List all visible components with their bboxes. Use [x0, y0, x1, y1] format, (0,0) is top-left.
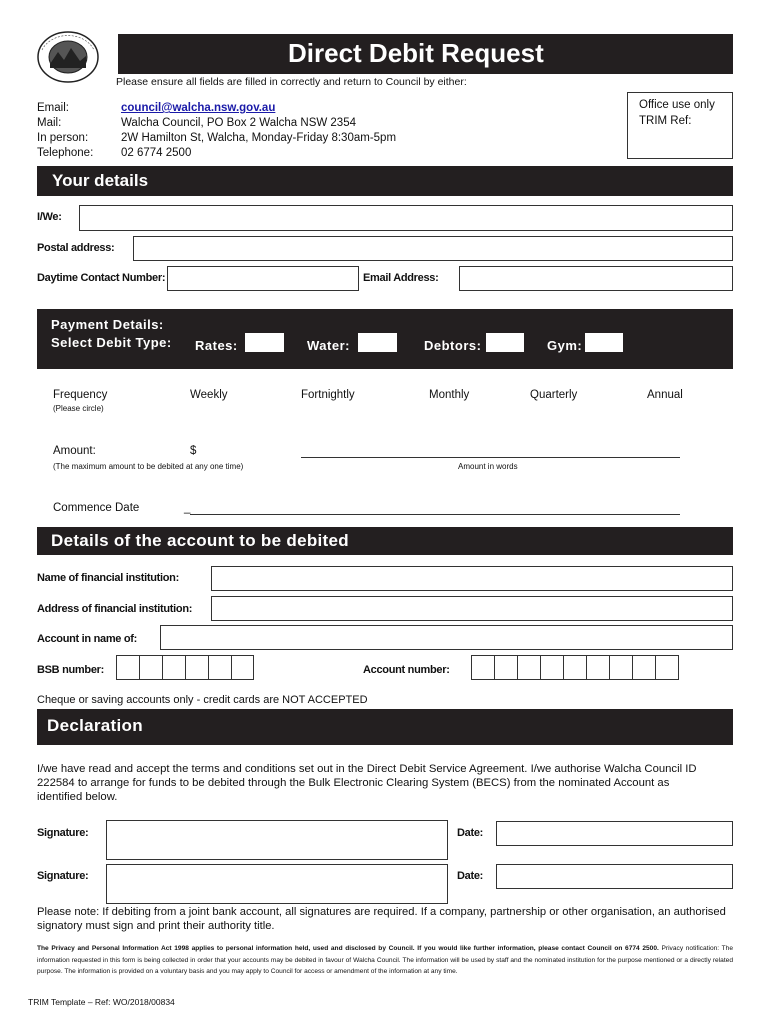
debtors-checkbox[interactable]: [486, 333, 524, 352]
iwe-input[interactable]: [79, 205, 733, 231]
trim-template-ref: TRIM Template – Ref: WO/2018/00834: [28, 997, 175, 1007]
date-1-input[interactable]: [496, 821, 733, 846]
privacy-notice-bold: The Privacy and Personal Information Act 1998 applies to personal information held, used and disclosed by Council. If you would like further information, please contact Council on 6774 2500.: [37, 945, 659, 952]
daytime-contact-input[interactable]: [167, 266, 359, 291]
dollar-sign: $: [190, 445, 197, 457]
page-title: Direct Debit Request: [288, 38, 544, 68]
signature-1-label: Signature:: [37, 827, 89, 839]
amount-in-words-label: Amount in words: [458, 462, 518, 471]
institution-name-label: Name of financial institution:: [37, 572, 179, 584]
privacy-notice: [37, 943, 733, 978]
institution-address-label: Address of financial institution:: [37, 603, 193, 615]
postal-address-label: Postal address:: [37, 242, 115, 254]
account-name-label: Account in name of:: [37, 633, 138, 645]
frequency-quarterly[interactable]: Quarterly: [530, 389, 578, 401]
frequency-monthly[interactable]: Monthly: [429, 389, 470, 401]
rates-label: Rates:: [195, 338, 238, 353]
return-instruction: Please ensure all fields are filled in correctly and return to Council by either:: [116, 76, 467, 88]
email-address-label: Email Address:: [363, 272, 439, 284]
mail-value: Walcha Council, PO Box 2 Walcha NSW 2354: [121, 117, 356, 129]
council-email-link[interactable]: council@walcha.nsw.gov.au: [121, 102, 276, 114]
water-label: Water:: [307, 338, 350, 353]
your-details-heading: [37, 166, 733, 196]
institution-address-input[interactable]: [211, 596, 733, 621]
trim-ref-label: TRIM Ref:: [639, 115, 692, 127]
office-use-box: [627, 92, 733, 159]
office-use-label: Office use only: [639, 99, 715, 111]
contact-list: [37, 101, 597, 161]
cheque-savings-note: Cheque or saving accounts only - credit cards are NOT ACCEPTED: [37, 694, 368, 706]
declaration-heading: [37, 709, 733, 745]
frequency-fortnightly[interactable]: Fortnightly: [301, 389, 355, 401]
declaration-title: Declaration: [47, 716, 143, 735]
bsb-input[interactable]: [116, 655, 254, 680]
account-details-heading: [37, 527, 733, 555]
joint-account-note: Please note: If debiting from a joint bank account, all signatures are required. If a company, partnership or other organisation, an authorised signatory must sign and print their authority title.: [37, 906, 726, 932]
gym-checkbox[interactable]: [585, 333, 623, 352]
email-label: Email:: [37, 102, 69, 114]
declaration-text: I/we have read and accept the terms and conditions set out in the Direct Debit Service Agreement. I/we authorise Walcha Council ID 222584 to arrange for funds to be debited through the Bulk Electronic Clearing System (BECS) from the nominated Account as identified below.: [37, 763, 697, 803]
contact-email-row: [37, 101, 597, 116]
mail-label: Mail:: [37, 117, 62, 129]
account-name-input[interactable]: [160, 625, 733, 650]
amount-words-line[interactable]: [301, 456, 680, 458]
date-2-label: Date:: [457, 870, 484, 882]
your-details-title: Your details: [52, 171, 149, 190]
signature-2-label: Signature:: [37, 870, 89, 882]
telephone-value: 02 6774 2500: [121, 147, 192, 159]
privacy-notice-text: Privacy notification: The information requested in this form is being collected in order that your accounts may be debited in favour of Walcha Council. The information will be used by staff and the nominated institution for the purpose mentioned or a directly related purpose. The information is provided on a voluntary basis and you may apply to Council for access or amendment of the information at any time.: [37, 945, 733, 975]
frequency-weekly[interactable]: Weekly: [190, 389, 228, 401]
amount-max-note: (The maximum amount to be debited at any one time): [53, 462, 244, 471]
signature-1-input[interactable]: [106, 820, 448, 860]
select-debit-type-label: Select Debit Type:: [51, 335, 172, 350]
iwe-label: I/We:: [37, 211, 62, 223]
amount-label: Amount:: [53, 445, 96, 457]
account-number-label: Account number:: [363, 664, 450, 676]
commence-date-mark: _: [184, 502, 191, 514]
debtors-label: Debtors:: [424, 338, 482, 353]
date-2-input[interactable]: [496, 864, 733, 889]
contact-inperson-row: [37, 131, 597, 146]
commence-date-label: Commence Date: [53, 502, 140, 514]
title-banner: [118, 34, 733, 74]
account-number-input[interactable]: [471, 655, 679, 680]
daytime-contact-label: Daytime Contact Number:: [37, 272, 166, 284]
inperson-value: 2W Hamilton St, Walcha, Monday-Friday 8:30am-5pm: [121, 132, 397, 144]
postal-address-input[interactable]: [133, 236, 733, 261]
commence-date-line[interactable]: [190, 513, 680, 515]
council-logo: [36, 30, 100, 84]
gym-label: Gym:: [547, 338, 583, 353]
inperson-label: In person:: [37, 132, 89, 144]
date-1-label: Date:: [457, 827, 484, 839]
signature-2-input[interactable]: [106, 864, 448, 904]
institution-name-input[interactable]: [211, 566, 733, 591]
email-address-input[interactable]: [459, 266, 733, 291]
payment-details-panel: [37, 309, 733, 369]
bsb-label: BSB number:: [37, 664, 104, 676]
water-checkbox[interactable]: [358, 333, 397, 352]
frequency-label: Frequency: [53, 389, 108, 401]
telephone-label: Telephone:: [37, 147, 94, 159]
rates-checkbox[interactable]: [245, 333, 284, 352]
payment-details-title: Payment Details:: [51, 317, 164, 332]
account-details-title: Details of the account to be debited: [51, 531, 349, 550]
contact-telephone-row: [37, 146, 597, 161]
frequency-annual[interactable]: Annual: [647, 389, 683, 401]
please-circle-note: (Please circle): [53, 404, 104, 413]
contact-mail-row: [37, 116, 597, 131]
